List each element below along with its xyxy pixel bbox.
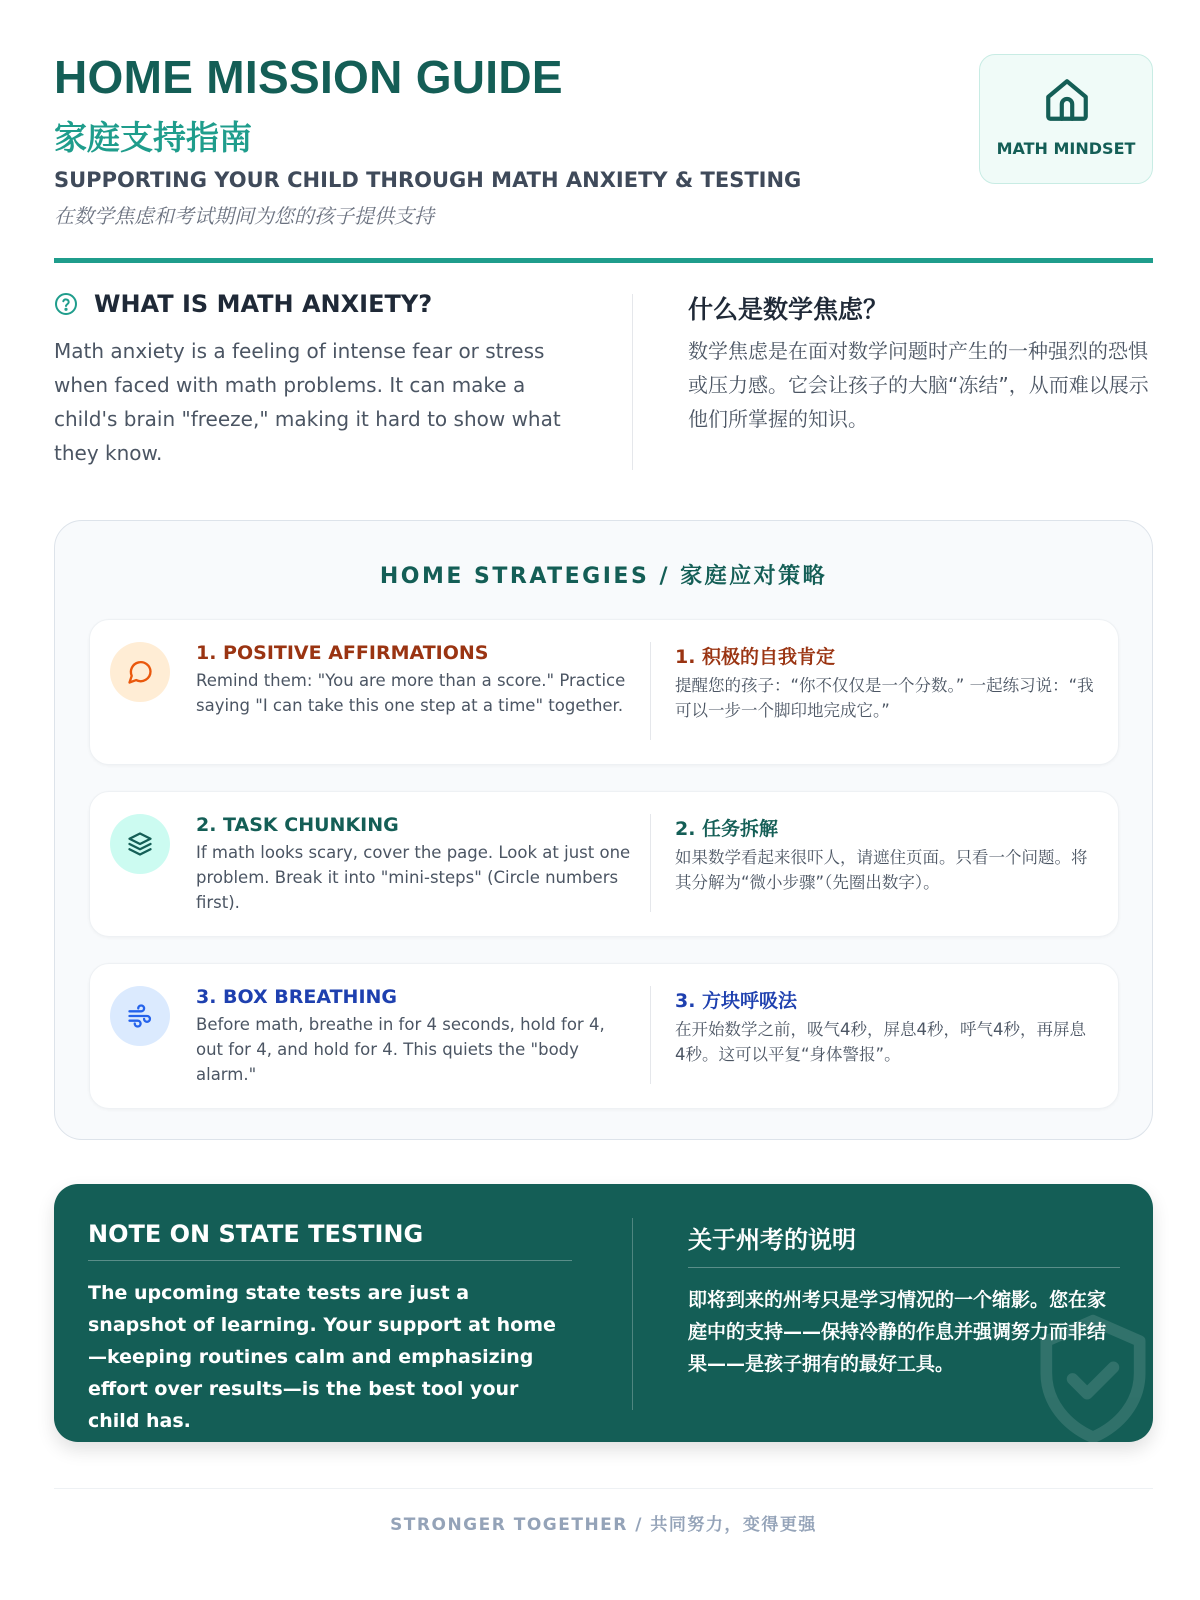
page-title-zh: 家庭支持指南 <box>54 118 252 157</box>
card-divider <box>650 642 651 740</box>
page-subtitle: SUPPORTING YOUR CHILD THROUGH MATH ANXIETY & TESTING <box>54 168 802 192</box>
note-english <box>88 1220 572 1437</box>
strategy-title: 2. TASK CHUNKING <box>196 814 399 836</box>
note-title-zh: 关于州考的说明 <box>688 1220 1120 1268</box>
footer-divider <box>54 1488 1153 1489</box>
card-divider <box>650 814 651 912</box>
strategy-card-affirmations <box>89 619 1119 765</box>
strategy-body-zh: 提醒您的孩子：“你不仅仅是一个分数。” 一起练习说：“我可以一步一个脚印地完成它。” <box>675 676 1094 720</box>
shield-check-icon <box>1023 1304 1153 1442</box>
strategy-english <box>196 986 636 1087</box>
note-divider <box>632 1218 633 1410</box>
icon-circle <box>110 986 170 1046</box>
what-is-body-zh: 数学焦虑是在面对数学问题时产生的一种强烈的恐惧或压力感。它会让孩子的大脑“冻结”，从而难以展示他们所掌握的知识。 <box>688 339 1149 431</box>
wind-icon <box>126 1002 154 1030</box>
header-divider <box>54 258 1153 263</box>
home-strategies-panel <box>54 520 1153 1140</box>
home-icon <box>1042 75 1092 125</box>
what-is-title: WHAT IS MATH ANXIETY? <box>94 290 433 318</box>
column-divider <box>632 294 633 470</box>
badge-label: MATH MINDSET <box>996 139 1136 158</box>
strategy-chinese <box>675 642 1095 723</box>
strategy-body-zh: 如果数学看起来很吓人，请遮住页面。只看一个问题。将其分解为“微小步骤”（先圈出数字）。 <box>675 848 1088 892</box>
state-testing-note <box>54 1184 1153 1442</box>
strategy-title-zh: 2. 任务拆解 <box>675 818 779 840</box>
strategies-heading: HOME STRATEGIES / 家庭应对策略 <box>379 564 828 589</box>
what-is-title-zh: 什么是数学焦虑？ <box>688 295 889 324</box>
strategy-english <box>196 814 636 915</box>
note-body: The upcoming state tests are just a snapshot of learning. Your support at home—keeping routines calm and emphasizing effort over results—is the best tool your child has. <box>88 1282 556 1432</box>
page-title: HOME MISSION GUIDE <box>54 51 563 103</box>
strategy-body: Before math, breathe in for 4 seconds, hold for 4, out for 4, and hold for 4. This quiets the "body alarm." <box>196 1015 605 1084</box>
note-body-zh: 即将到来的州考只是学习情况的一个缩影。您在家庭中的支持——保持冷静的作息并强调努力而非结果——是孩子拥有的最好工具。 <box>688 1289 1107 1375</box>
strategy-body-zh: 在开始数学之前，吸气4秒，屏息4秒，呼气4秒，再屏息4秒。这可以平复“身体警报”。 <box>675 1020 1086 1064</box>
strategy-title-zh: 3. 方块呼吸法 <box>675 990 798 1012</box>
card-divider <box>650 986 651 1084</box>
what-is-section <box>54 290 1153 480</box>
strategy-title-zh: 1. 积极的自我肯定 <box>675 646 836 668</box>
header <box>54 50 1153 240</box>
footer-text: STRONGER TOGETHER / 共同努力，变得更强 <box>390 1515 817 1535</box>
icon-circle <box>110 814 170 874</box>
strategy-chinese <box>675 986 1095 1067</box>
strategy-card-breathing <box>89 963 1119 1109</box>
question-circle-icon <box>54 292 78 316</box>
strategy-chinese <box>675 814 1095 895</box>
layers-icon <box>126 830 154 858</box>
strategy-title: 1. POSITIVE AFFIRMATIONS <box>196 642 489 664</box>
icon-circle <box>110 642 170 702</box>
chat-bubble-icon <box>126 658 154 686</box>
strategy-english <box>196 642 636 718</box>
page-subtitle-zh: 在数学焦虑和考试期间为您的孩子提供支持 <box>54 204 434 228</box>
what-is-body: Math anxiety is a feeling of intense fear or stress when faced with math problems. It can make a child's brain "freeze," making it hard to show what they know. <box>54 339 561 465</box>
strategy-body: Remind them: "You are more than a score." Practice saying "I can take this one step at a time" together. <box>196 671 626 715</box>
math-mindset-badge <box>979 54 1153 184</box>
page <box>54 0 1153 1600</box>
strategy-title: 3. BOX BREATHING <box>196 986 398 1008</box>
strategy-body: If math looks scary, cover the page. Look at just one problem. Break it into "mini-steps" (Circle numbers first). <box>196 843 631 912</box>
strategy-card-chunking <box>89 791 1119 937</box>
note-title: NOTE ON STATE TESTING <box>88 1220 572 1261</box>
